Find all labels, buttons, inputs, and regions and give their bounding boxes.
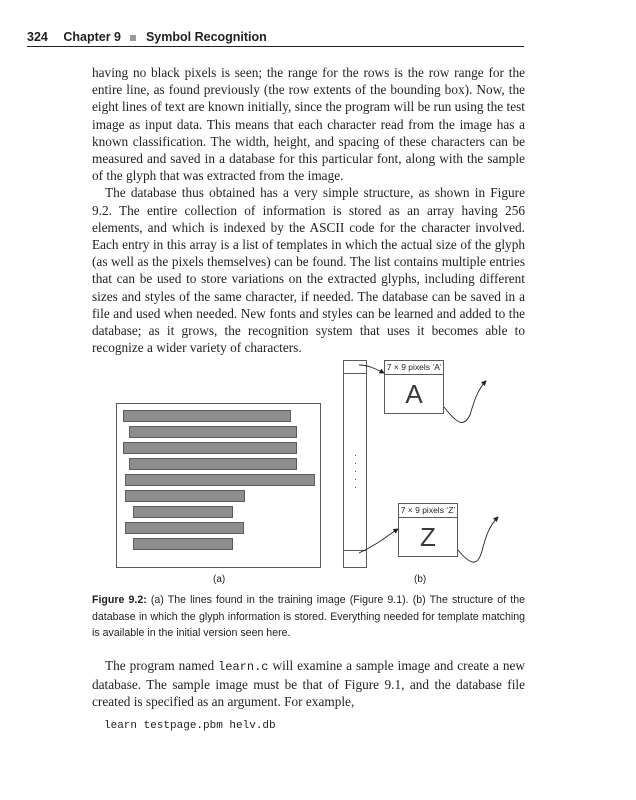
template-a-label: 7 × 9 pixels ‘A’ [385, 361, 443, 375]
template-a-glyph: A [405, 379, 423, 409]
header-rule [27, 46, 524, 47]
figure-caption [92, 592, 525, 642]
body-text-top [92, 64, 525, 356]
header-separator-icon [130, 35, 136, 41]
figure-9-2 [92, 355, 525, 590]
subfigure-a-label: (a) [213, 574, 226, 585]
running-header [27, 30, 524, 44]
paragraph-1: having no black pixels is seen; the range for the rows is the row range for the entire line, as found previously (the row extents of the bounding box). Now, the eight lines of text are known initially, since the program will be run using the test image as input data. This means that each character read from the image has a known classification. The width, height, and spacing of these characters can be measured and saved in a database for this particular font, along with the sample of the glyph that was extracted from the image. [92, 65, 525, 184]
figure-arrows [92, 355, 525, 590]
chapter-label: Chapter 9 [63, 30, 121, 44]
next-template-a-arrow [444, 381, 486, 423]
subfigure-b-label: (b) [414, 574, 427, 585]
caption-label: Figure 9.2: [92, 594, 147, 606]
array-to-z-arrow [359, 529, 398, 553]
code-example: learn testpage.pbm helv.db [104, 720, 276, 732]
template-z-label: 7 × 9 pixels ‘Z’ [399, 504, 457, 518]
next-template-z-arrow [458, 517, 498, 562]
section-title: Symbol Recognition [145, 30, 267, 44]
page-number: 324 [27, 30, 48, 44]
template-z-glyph: Z [420, 522, 436, 552]
paragraph-3 [92, 657, 525, 711]
paragraph-3-start: The program named [105, 658, 219, 673]
paragraph-2: The database thus obtained has a very simple structure, as shown in Figure 9.2. The entire collection of information is stored as an array having 256 elements, and which is indexed by the ASCII code for the character involved. Each entry in this array is a list of templates in which the actual size of the glyph (as well as the pixels themselves) can be found. The list contains multiple entries that can be used to store variations on the extracted glyphs, including different sizes and styles of the same character, if needed. The database can be saved in a file and used when needed. New fonts and styles can be learned and added to the database; as it grows, the recognition system that uses it becomes able to recognize a wider variety of characters. [92, 185, 525, 356]
paragraph-3-end: will examine a sample image and create a new database. The sample image must be that of Figure 9.1, and the database file created is specified as an argument. For example, [92, 658, 525, 710]
body-text-bottom [92, 657, 525, 711]
array-to-a-arrow [359, 365, 384, 373]
array-ellipsis: · · · · · [354, 450, 357, 492]
inline-code-learn: learn.c [218, 660, 269, 674]
caption-text: (a) The lines found in the training image (Figure 9.1). (b) The structure of the database in which the glyph information is stored. Everything needed for template matching is available in the initial version seen here. [92, 594, 525, 639]
